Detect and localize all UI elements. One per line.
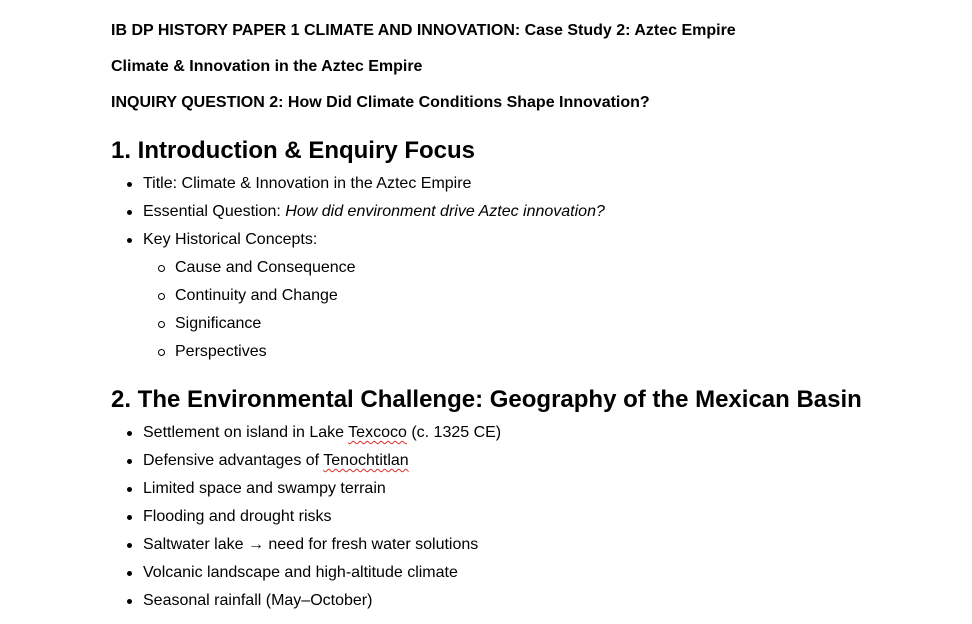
list-item: Volcanic landscape and high-altitude climate [111,559,501,587]
list-item-text-prefix: Defensive advantages of [143,452,324,469]
sublist-item: Significance [111,310,605,338]
sublist-item: Perspectives [111,338,605,366]
list-item-text-suffix: (c. 1325 CE) [406,424,502,441]
section-1-list [111,170,605,360]
key-concepts-label: Key Historical Concepts: [143,231,318,248]
misspelled-word-texcoco[interactable]: Texcoco [348,424,407,441]
list-item-title [111,170,605,198]
document-title: IB DP HISTORY PAPER 1 CLIMATE AND INNOVATION: Case Study 2: Aztec Empire [111,22,736,39]
section-2-list [111,419,501,615]
key-concepts-sublist [143,254,605,366]
list-item: Flooding and drought risks [111,503,501,531]
misspelled-word-tenochtitlan[interactable]: Tenochtitlan [323,452,409,469]
list-item-key-concepts [111,226,605,360]
essential-question-text: How did environment drive Aztec innovation? [285,203,605,220]
inquiry-question: INQUIRY QUESTION 2: How Did Climate Conditions Shape Innovation? [111,94,650,111]
list-item-essential-question [111,198,605,226]
document-subtitle: Climate & Innovation in the Aztec Empire [111,58,423,75]
list-item [111,447,501,475]
list-item [111,419,501,447]
sublist-item: Continuity and Change [111,282,605,310]
essential-question-label: Essential Question: [143,203,286,220]
list-item: Saltwater lake → need for fresh water solutions [111,531,501,559]
section-1-heading: 1. Introduction & Enquiry Focus [111,137,476,164]
list-item: Seasonal rainfall (May–October) [111,587,501,615]
list-item-text: Title: Climate & Innovation in the Aztec Empire [143,175,472,192]
list-item: Limited space and swampy terrain [111,475,501,503]
sublist-item: Cause and Consequence [111,254,605,282]
section-2-heading: 2. The Environmental Challenge: Geography of the Mexican Basin [111,386,862,413]
list-item-text-prefix: Settlement on island in Lake [143,424,349,441]
